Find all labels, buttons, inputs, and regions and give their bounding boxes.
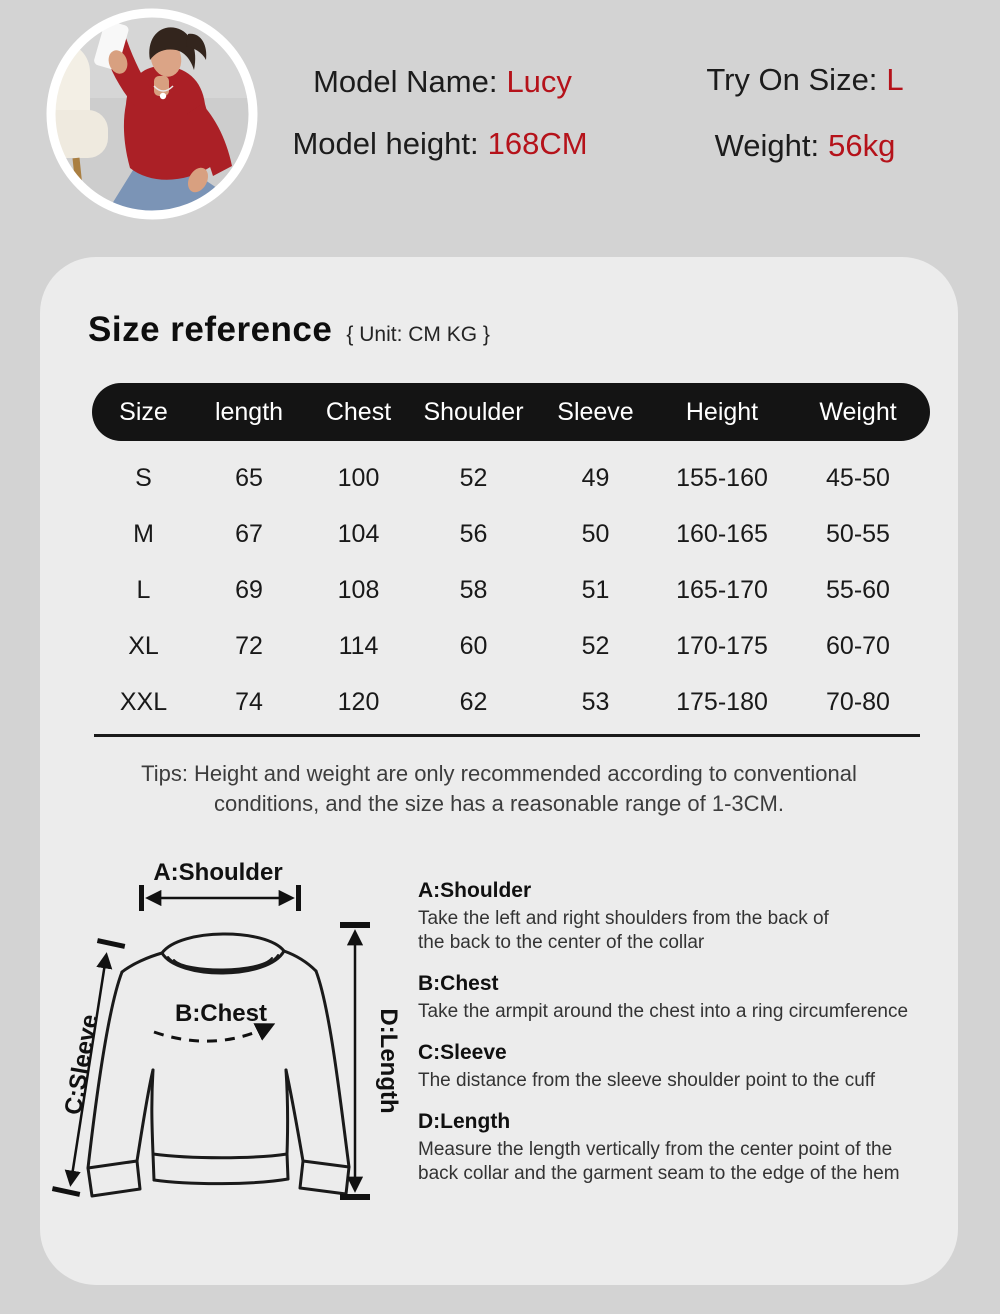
measure-item-line: The distance from the sleeve shoulder point to the cuff xyxy=(418,1070,875,1091)
table-cell: 52 xyxy=(459,463,488,492)
table-cell: 50 xyxy=(581,519,610,548)
measure-item-sleeve xyxy=(418,1041,978,1093)
table-row-s xyxy=(92,450,930,506)
tips-text xyxy=(40,759,958,819)
table-cell: 45-50 xyxy=(826,463,890,492)
model-name-line xyxy=(270,64,615,100)
table-cell: 62 xyxy=(459,687,488,716)
size-table-body xyxy=(92,450,930,730)
table-cell: XL xyxy=(128,631,159,660)
weight-line xyxy=(655,128,955,164)
measure-item-title: C:Sleeve xyxy=(418,1041,507,1064)
column-header-sleeve: Sleeve xyxy=(557,397,634,426)
size-reference-title: Size reference xyxy=(88,310,333,349)
shoulder-arrow xyxy=(139,885,301,911)
column-header-size: Size xyxy=(119,397,168,426)
table-cell: M xyxy=(133,519,154,548)
table-cell: 104 xyxy=(337,519,380,548)
table-cell: 155-160 xyxy=(676,463,768,492)
measure-item-line: Take the left and right shoulders from the back of xyxy=(418,908,829,929)
table-cell: 74 xyxy=(235,687,263,716)
model-photo xyxy=(46,8,258,220)
table-cell: 165-170 xyxy=(676,575,768,604)
diagram-label-sleeve: C:Sleeve xyxy=(59,1012,104,1117)
table-cell: 70-80 xyxy=(826,687,890,716)
measure-item-title: A:Shoulder xyxy=(418,879,532,902)
tips-line-2: conditions, and the size has a reasonable range of 1-3CM. xyxy=(214,791,784,816)
table-cell: L xyxy=(136,575,151,604)
table-cell: 100 xyxy=(337,463,380,492)
table-row-m xyxy=(92,506,930,562)
sweater-outline xyxy=(88,934,349,1196)
table-cell: 55-60 xyxy=(826,575,890,604)
measure-item-title: D:Length xyxy=(418,1110,511,1133)
try-on-size-line xyxy=(655,62,955,98)
table-cell: 49 xyxy=(581,463,610,492)
table-cell: 65 xyxy=(235,463,263,492)
column-header-weight: Weight xyxy=(819,397,897,426)
measure-item-line: the back to the center of the collar xyxy=(418,932,705,953)
measure-item-shoulder xyxy=(418,879,978,955)
tips-line-1: Tips: Height and weight are only recommended according to conventional xyxy=(141,761,857,786)
measure-item-line: back collar and the garment seam to the edge of the hem xyxy=(418,1163,900,1184)
table-cell: XXL xyxy=(119,687,168,716)
table-cell: 175-180 xyxy=(676,687,768,716)
table-cell: 53 xyxy=(581,687,610,716)
model-name-value: Lucy xyxy=(506,64,572,99)
measure-item-chest xyxy=(418,972,978,1024)
table-row-l xyxy=(92,562,930,618)
column-header-chest: Chest xyxy=(325,397,392,426)
model-height-label: Model height: xyxy=(292,126,479,161)
table-cell: 160-165 xyxy=(676,519,768,548)
sweater-measure-diagram xyxy=(40,858,410,1240)
table-cell: 114 xyxy=(338,631,379,660)
column-header-height: Height xyxy=(685,397,759,426)
table-cell: 67 xyxy=(235,519,263,548)
table-row-xl xyxy=(92,618,930,674)
measure-item-title: B:Chest xyxy=(418,972,499,995)
size-reference-title-row xyxy=(88,310,490,350)
length-arrow xyxy=(340,922,370,1200)
size-table-header xyxy=(92,383,930,441)
table-cell: 60 xyxy=(459,631,488,660)
diagram-label-shoulder: A:Shoulder xyxy=(153,859,283,886)
table-divider xyxy=(94,734,920,737)
weight-label: Weight: xyxy=(714,128,820,163)
try-on-size-label: Try On Size: xyxy=(706,62,878,97)
column-header-shoulder: Shoulder xyxy=(423,397,524,426)
table-cell: 69 xyxy=(235,575,263,604)
model-height-value: 168CM xyxy=(487,126,588,161)
table-cell: 72 xyxy=(235,631,263,660)
chest-arrow xyxy=(154,1026,270,1041)
table-cell: S xyxy=(135,463,152,492)
table-cell: 50-55 xyxy=(826,519,890,548)
weight-value: 56kg xyxy=(828,128,896,163)
table-cell: 60-70 xyxy=(826,631,890,660)
table-cell: 52 xyxy=(581,631,610,660)
measure-item-length xyxy=(418,1110,978,1186)
try-on-size-value: L xyxy=(886,62,904,97)
column-header-length: length xyxy=(214,397,284,426)
model-height-line xyxy=(250,126,630,162)
diagram-label-length: D:Length xyxy=(375,1008,402,1114)
table-row-xxl xyxy=(92,674,930,730)
unit-note: { Unit: CM KG } xyxy=(346,323,490,346)
measure-descriptions xyxy=(418,879,978,1203)
table-cell: 56 xyxy=(459,519,488,548)
table-cell: 58 xyxy=(459,575,488,604)
diagram-label-chest: B:Chest xyxy=(174,1000,268,1027)
measure-item-line: Measure the length vertically from the center point of the xyxy=(418,1139,893,1160)
table-cell: 170-175 xyxy=(676,631,768,660)
size-reference-card xyxy=(40,257,958,1285)
table-cell: 120 xyxy=(337,687,380,716)
measure-item-line: Take the armpit around the chest into a ring circumference xyxy=(418,1001,909,1022)
table-cell: 51 xyxy=(581,575,610,604)
table-cell: 108 xyxy=(337,575,380,604)
model-name-label: Model Name: xyxy=(313,64,498,99)
